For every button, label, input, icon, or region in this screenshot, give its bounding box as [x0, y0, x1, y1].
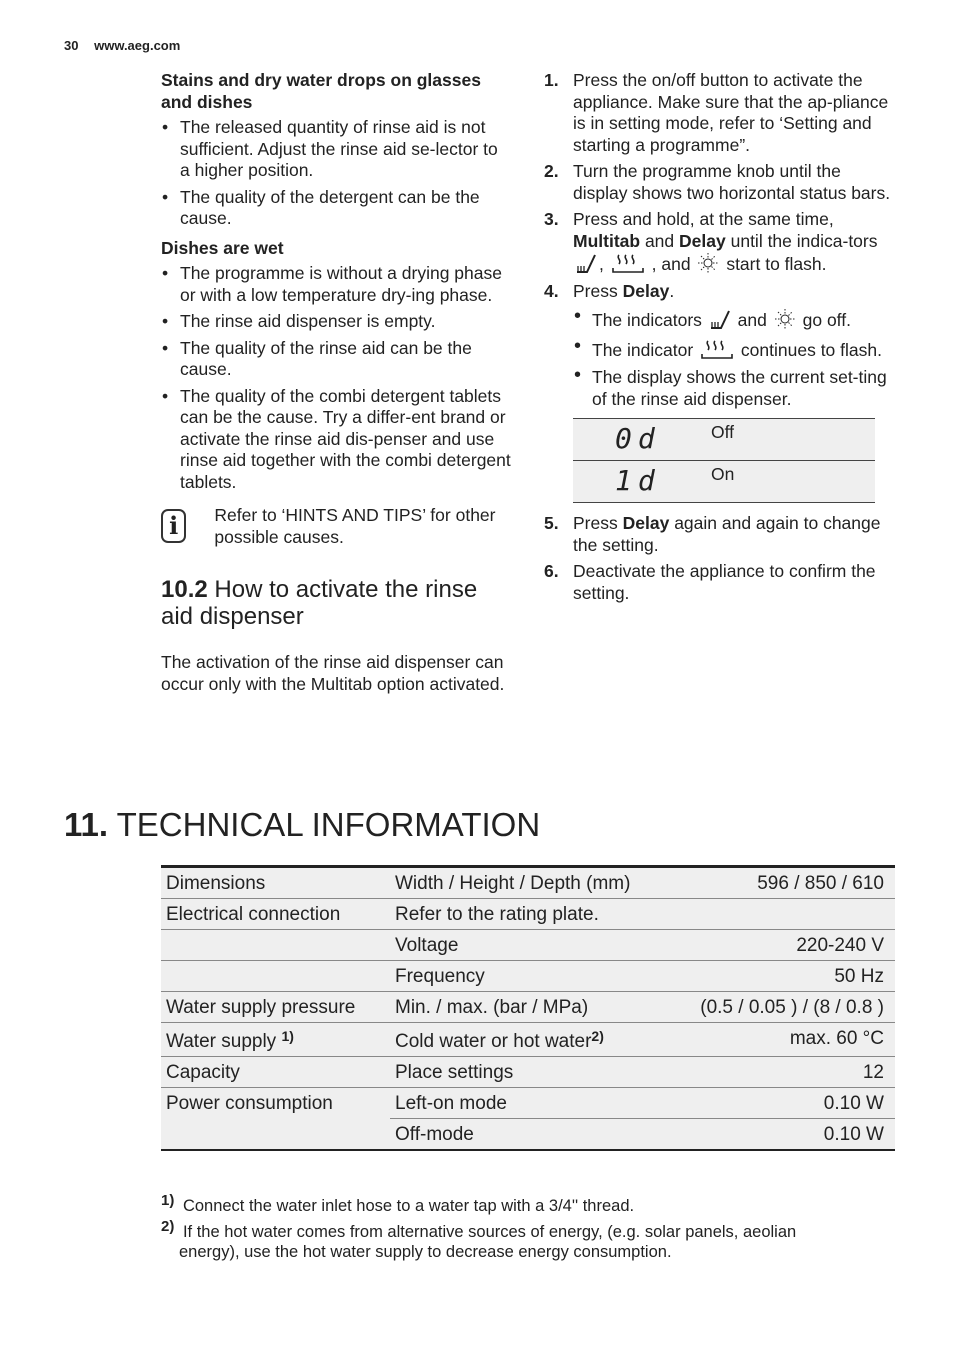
step-6 — [544, 561, 896, 604]
table-row — [161, 1057, 895, 1088]
sub-text: The indicators — [592, 310, 702, 330]
step-text: Press and hold, at the same time, — [573, 209, 834, 229]
page-number: 30 — [64, 38, 79, 53]
sub-text: The display shows the current set-ting of the rinse aid dispenser. — [592, 367, 887, 409]
info-icon: i — [161, 509, 186, 543]
step-number: 2. — [544, 161, 559, 181]
table-row — [161, 1088, 895, 1119]
delay-label: Delay — [622, 280, 670, 301]
step-4 — [544, 281, 896, 504]
table-row — [161, 867, 895, 899]
steps-list — [544, 70, 896, 604]
list-item — [573, 338, 896, 362]
section-title: How to activate the rinse aid dispenser — [161, 576, 478, 630]
step-text: again and again to change the setting. — [573, 513, 881, 555]
stains-list — [161, 117, 511, 230]
delay-label: Delay — [679, 230, 726, 251]
step-4-sublist — [573, 308, 896, 410]
table-cell: Left-on mode — [395, 1093, 507, 1114]
table-row — [161, 1023, 895, 1057]
footnote-2 — [161, 1218, 881, 1262]
step-number: 1. — [544, 70, 559, 90]
table-cell: 50 Hz — [834, 966, 884, 987]
step-number: 4. — [544, 280, 559, 301]
sub-text: The indicator — [592, 339, 694, 360]
table-row — [573, 461, 875, 503]
rinse-aid-icon — [575, 252, 597, 274]
table-cell — [390, 1023, 671, 1057]
table-cell: Min. / max. (bar / MPa) — [395, 997, 589, 1018]
table-cell: 0.10 W — [823, 1124, 884, 1145]
step-text: , — [599, 254, 604, 274]
heat-icon — [611, 252, 645, 274]
list-item — [573, 367, 896, 410]
multitab-label: Multitab — [573, 230, 641, 251]
footnote-text: If the hot water comes from alternative sources of energy, (e.g. solar panels, aeolian — [182, 1223, 797, 1241]
footnote-mark: 1) — [161, 1192, 175, 1209]
step-text: Press — [573, 280, 618, 301]
table-cell: (0.5 / 0.05 ) / (8 / 0.8 ) — [700, 997, 884, 1018]
tech-number: 11. — [64, 806, 109, 843]
table-cell: 12 — [862, 1062, 884, 1083]
step-1 — [544, 70, 896, 156]
table-cell: Water supply pressure — [166, 997, 356, 1018]
wet-list — [161, 263, 511, 493]
list-item: • The rinse aid dispenser is empty. — [161, 311, 511, 333]
heat-icon — [700, 338, 734, 360]
display-label: On — [711, 461, 875, 503]
sub-text: continues to flash. — [740, 339, 882, 360]
list-item: • The programme is without a drying phase or with a low temperature dry-ing phase. — [161, 263, 511, 306]
step-text: Press the on/off button to activate the appliance. Make sure that the ap-pliance is in setting mode, refer to ‘Setting and starting a programme”. — [573, 70, 889, 155]
table-cell: Frequency — [395, 966, 485, 987]
step-2 — [544, 161, 896, 204]
footnote-1 — [161, 1192, 881, 1216]
display-code: 1d — [573, 461, 711, 503]
list-item — [573, 308, 896, 332]
table-cell: Place settings — [395, 1062, 514, 1083]
table-cell: Width / Height / Depth (mm) — [395, 873, 631, 894]
table-cell — [671, 899, 895, 930]
display-table — [573, 418, 875, 503]
table-cell: 0.10 W — [823, 1093, 884, 1114]
footnote-text: energy), use the hot water supply to decrease energy consumption. — [179, 1243, 672, 1261]
tech-title: TECHNICAL INFORMATION — [116, 806, 541, 843]
footnote-ref: 2) — [591, 1028, 604, 1044]
section-text: The activation of the rinse aid dispenser can occur only with the Multitab option activated. — [161, 652, 505, 694]
table-row — [161, 899, 895, 930]
step-text: start to flash. — [726, 254, 827, 274]
display-label: Off — [711, 419, 875, 461]
table-cell — [161, 1023, 390, 1057]
delay-label: Delay — [622, 513, 670, 533]
table-cell: 596 / 850 / 610 — [757, 873, 884, 894]
table-cell: Capacity — [166, 1062, 240, 1083]
rinse-aid-icon — [709, 308, 731, 330]
tech-heading — [64, 806, 540, 844]
list-item: • The quality of the detergent can be the cause. — [161, 187, 511, 230]
table-row — [161, 930, 895, 961]
table-cell: Off-mode — [395, 1124, 474, 1145]
section-heading — [161, 576, 511, 630]
sun-icon — [774, 308, 796, 330]
table-row — [161, 992, 895, 1023]
table-cell: Refer to the rating plate. — [395, 904, 599, 925]
footnote-mark: 2) — [161, 1218, 175, 1235]
step-text: , and — [651, 254, 691, 274]
table-row — [573, 419, 875, 461]
table-cell — [161, 930, 390, 961]
info-note — [161, 505, 511, 548]
table-cell: Power consumption — [166, 1093, 333, 1114]
sun-icon — [697, 252, 719, 274]
table-cell: 220-240 V — [796, 935, 884, 956]
step-text: . — [669, 280, 675, 301]
table-cell: Voltage — [395, 935, 459, 956]
section-number: 10.2 — [161, 576, 208, 603]
step-number: 5. — [544, 513, 559, 533]
step-text: until the indica-tors — [730, 230, 878, 251]
cell-text: Cold water or hot water — [395, 1031, 592, 1052]
note-text: Refer to ‘HINTS AND TIPS’ for other possible causes. — [214, 505, 496, 547]
step-5 — [544, 513, 896, 556]
sub-text: go off. — [802, 310, 851, 330]
footnote-text: Connect the water inlet hose to a water tap with a 3/4'' thread. — [182, 1197, 635, 1215]
wet-title: Dishes are wet — [161, 237, 284, 258]
table-cell: max. 60 °C — [789, 1028, 884, 1049]
table-row — [161, 961, 895, 992]
step-text: Deactivate the appliance to confirm the setting. — [573, 561, 876, 603]
page-header — [64, 38, 192, 53]
table-cell: Electrical connection — [166, 904, 341, 925]
right-column — [544, 70, 896, 609]
list-item: • The quality of the rinse aid can be the cause. — [161, 338, 511, 381]
step-number: 3. — [544, 209, 559, 229]
table-cell: Dimensions — [166, 873, 266, 894]
cell-text: Water supply — [166, 1031, 277, 1052]
sub-text: and — [737, 310, 767, 330]
step-text: and — [644, 230, 675, 251]
display-code: 0d — [573, 419, 711, 461]
list-item: • The quality of the combi detergent tablets can be the cause. Try a differ-ent brand or activate the rinse aid dis-penser and use rinse aid together with the combi detergent tablets. — [161, 386, 511, 494]
tech-table — [161, 865, 895, 1151]
stains-title: Stains and dry water drops on glasses and dishes — [161, 70, 481, 112]
step-number: 6. — [544, 561, 559, 581]
list-item: • The released quantity of rinse aid is not sufficient. Adjust the rinse aid se-lector to a higher position. — [161, 117, 511, 182]
site-url: www.aeg.com — [94, 38, 181, 53]
table-cell — [161, 961, 390, 992]
step-text: Press — [573, 513, 618, 533]
left-column — [161, 70, 511, 695]
step-3 — [544, 209, 896, 276]
step-text: Turn the programme knob until the display shows two horizontal status bars. — [573, 161, 891, 203]
footnote-ref: 1) — [281, 1028, 294, 1044]
